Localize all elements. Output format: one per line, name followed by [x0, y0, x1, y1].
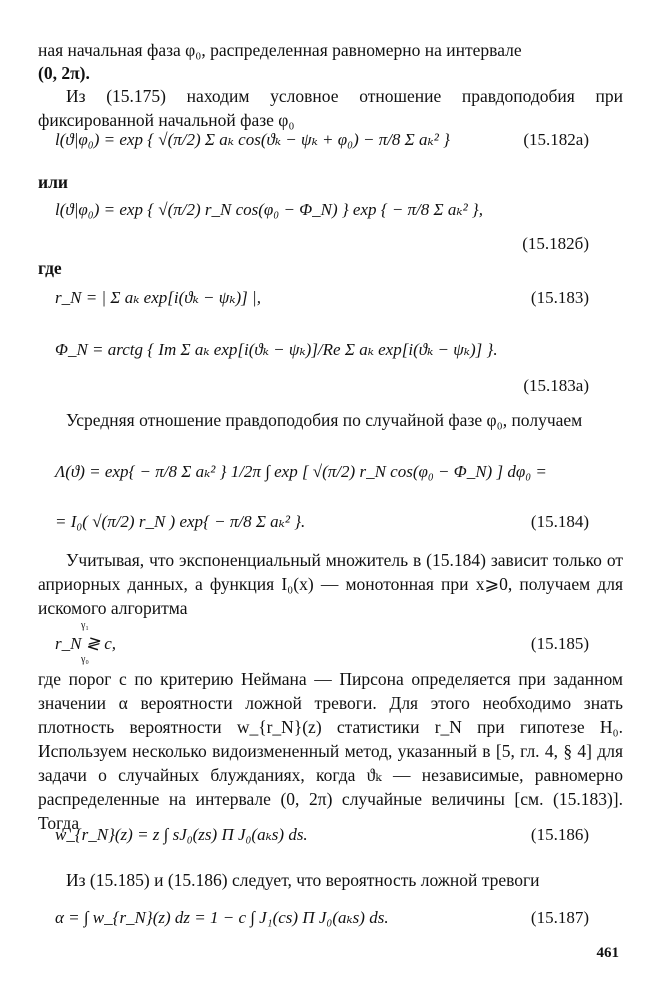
- equation-body: l(ϑ|φ₀) = exp { √(π/2) Σ aₖ cos(ϑₖ − ψₖ + φ₀) − π/8 Σ aₖ² }: [55, 130, 450, 149]
- equation-15-185: [55, 620, 625, 668]
- word-or: или: [38, 172, 68, 192]
- equation-body: r_N ≷ c,: [55, 634, 116, 653]
- equation-number: (15.184): [530, 512, 589, 531]
- hypothesis-upper: γ₁: [81, 620, 89, 631]
- paragraph-4: где порог c по критерию Неймана — Пирсона определяется при заданном значении α вероятности ложной тревоги. Для этого необходимо знать плотность вероятности w_{r_N}(z) статистики r_N при гипотезе H₀. Используем несколько видоизмененный метод, указанный в [5, гл. 4, § 4] для задачи о случайных блужданиях, когда ϑₖ — независимые, равномерно распределенные на интервале (0, 2π) случайные величины [см. (15.183)]. Тогда: [38, 669, 623, 833]
- text-line-2: (0, 2π).: [38, 63, 90, 83]
- equation-15-186: [55, 825, 625, 845]
- equation-number: (15.182a): [523, 130, 589, 149]
- equation-body: w_{r_N}(z) = z ∫ sJ₀(zs) Π J₀(aₖs) ds.: [55, 825, 308, 844]
- equation-15-182a: [55, 130, 625, 150]
- text-line-1: ная начальная фаза φ₀, распределенная равномерно на интервале: [38, 40, 522, 60]
- equation-number: (15.185): [530, 634, 589, 653]
- equation-number: (15.183): [530, 288, 589, 307]
- page-number: 461: [596, 945, 619, 961]
- paragraph-5: Из (15.185) и (15.186) следует, что вероятность ложной тревоги: [66, 870, 540, 890]
- equation-body: α = ∫ w_{r_N}(z) dz = 1 − c ∫ J₁(cs) Π J₀(aₖs) ds.: [55, 908, 389, 927]
- paragraph-2: Усредняя отношение правдоподобия по случайной фазе φ₀, получаем: [66, 410, 583, 430]
- equation-number: (15.186): [530, 825, 589, 844]
- equation-body: Φ_N = arctg { Im Σ aₖ exp[i(ϑₖ − ψₖ)]/Re Σ aₖ exp[i(ϑₖ − ψₖ)] }.: [55, 340, 498, 359]
- equation-15-183a: [55, 340, 625, 360]
- equation-number: (15.187): [530, 908, 589, 927]
- equation-body: r_N = | Σ aₖ exp[i(ϑₖ − ψₖ)] |,: [55, 288, 261, 307]
- hypothesis-lower: γ₀: [81, 654, 89, 665]
- equation-body: l(ϑ|φ₀) = exp { √(π/2) r_N cos(φ₀ − Φ_N) } exp { − π/8 Σ aₖ² },: [55, 200, 483, 219]
- equation-number: (15.183a): [523, 376, 589, 395]
- equation-15-183: [55, 288, 625, 308]
- equation-number: (15.182б): [522, 234, 589, 253]
- equation-15-182b: [55, 200, 625, 220]
- paragraph-1: Из (15.175) находим условное отношение правдоподобия при фиксированной начальной фазе φ₀: [38, 86, 623, 130]
- equation-15-184-line2: [55, 512, 625, 532]
- word-where: где: [38, 258, 62, 278]
- equation-body: Λ(ϑ) = exp{ − π/8 Σ aₖ² } 1/2π ∫ exp [ √(π/2) r_N cos(φ₀ − Φ_N) ] dφ₀ =: [55, 462, 547, 481]
- paragraph-3: Учитывая, что экспоненциальный множитель в (15.184) зависит только от априорных данных, а функция I₀(x) — монотонная при x⩾0, получаем для искомого алгоритма: [38, 550, 623, 618]
- equation-15-184-line1: [55, 462, 625, 482]
- equation-body: = I₀( √(π/2) r_N ) exp{ − π/8 Σ aₖ² }.: [55, 512, 306, 531]
- equation-15-187: [55, 908, 625, 928]
